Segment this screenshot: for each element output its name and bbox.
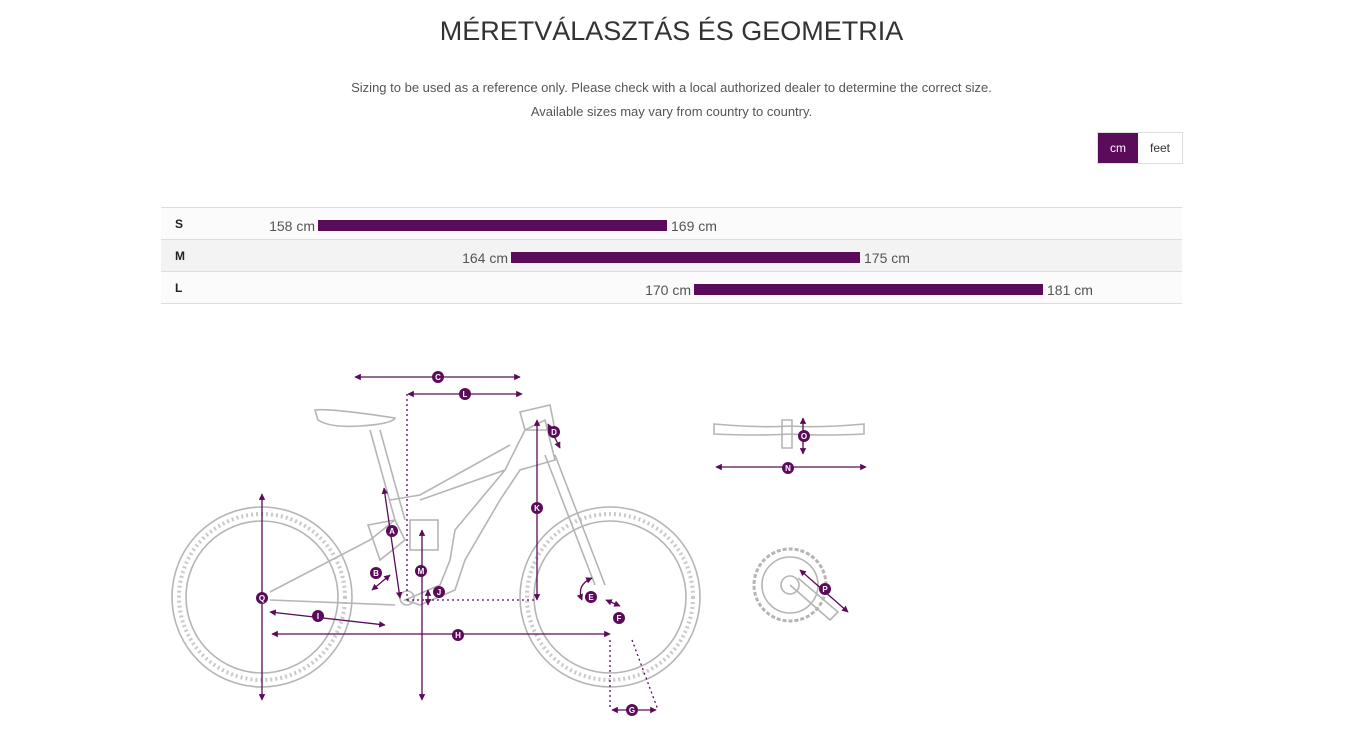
label-c <box>432 371 444 383</box>
label-l <box>459 388 471 400</box>
size-max-height: 181 cm <box>1047 282 1093 298</box>
label-k <box>531 502 543 514</box>
unit-cm-button[interactable]: cm <box>1098 133 1138 163</box>
svg-text:O: O <box>800 432 808 441</box>
svg-text:J: J <box>436 588 442 597</box>
svg-text:F: F <box>616 614 622 623</box>
label-e <box>585 591 597 603</box>
size-max-height: 169 cm <box>671 218 717 234</box>
svg-text:B: B <box>373 569 379 578</box>
size-range-bar <box>511 252 860 263</box>
label-badges <box>256 371 831 716</box>
svg-text:C: C <box>435 373 441 382</box>
label-i <box>312 610 324 622</box>
label-h <box>452 629 464 641</box>
svg-text:L: L <box>462 390 468 399</box>
svg-text:M: M <box>417 567 425 576</box>
label-f <box>613 612 625 624</box>
page-title: MÉRETVÁLASZTÁS ÉS GEOMETRIA <box>439 16 904 46</box>
size-range-bar <box>318 220 667 231</box>
size-min-height: 164 cm <box>462 250 508 266</box>
svg-text:Q: Q <box>258 594 266 603</box>
svg-text:A: A <box>389 527 395 536</box>
size-row-s <box>161 208 1182 240</box>
size-min-height: 158 cm <box>269 218 315 234</box>
svg-text:H: H <box>455 631 461 640</box>
label-d <box>548 426 560 438</box>
size-row-l <box>161 272 1182 304</box>
label-b <box>370 567 382 579</box>
svg-text:E: E <box>588 593 594 602</box>
svg-text:D: D <box>551 428 557 437</box>
svg-text:I: I <box>316 612 320 621</box>
size-chart <box>161 207 1182 304</box>
bike-geometry-diagram <box>160 360 880 740</box>
svg-text:K: K <box>534 504 540 513</box>
label-m <box>415 565 427 577</box>
size-label: L <box>175 281 183 295</box>
svg-text:P: P <box>822 585 828 594</box>
label-p <box>819 583 831 595</box>
label-a <box>386 525 398 537</box>
size-row-m <box>161 240 1182 272</box>
unit-feet-button[interactable]: feet <box>1138 133 1182 163</box>
size-range-bar <box>694 284 1043 295</box>
label-g <box>626 704 638 716</box>
label-o <box>798 430 810 442</box>
unit-toggle <box>1097 132 1183 164</box>
size-min-height: 170 cm <box>645 282 691 298</box>
svg-text:G: G <box>628 706 636 715</box>
label-q <box>256 592 268 604</box>
size-max-height: 175 cm <box>864 250 910 266</box>
bike-outline <box>172 405 700 687</box>
availability-note: Available sizes may vary from country to country. <box>530 104 813 119</box>
sizing-note: Sizing to be used as a reference only. Please check with a local authorized dealer to determine the correct size. <box>351 80 992 95</box>
handlebar-outline <box>714 420 864 448</box>
size-label: S <box>175 217 184 231</box>
size-label: M <box>175 249 185 263</box>
label-j <box>433 586 445 598</box>
svg-text:N: N <box>785 464 791 473</box>
label-n <box>782 462 794 474</box>
